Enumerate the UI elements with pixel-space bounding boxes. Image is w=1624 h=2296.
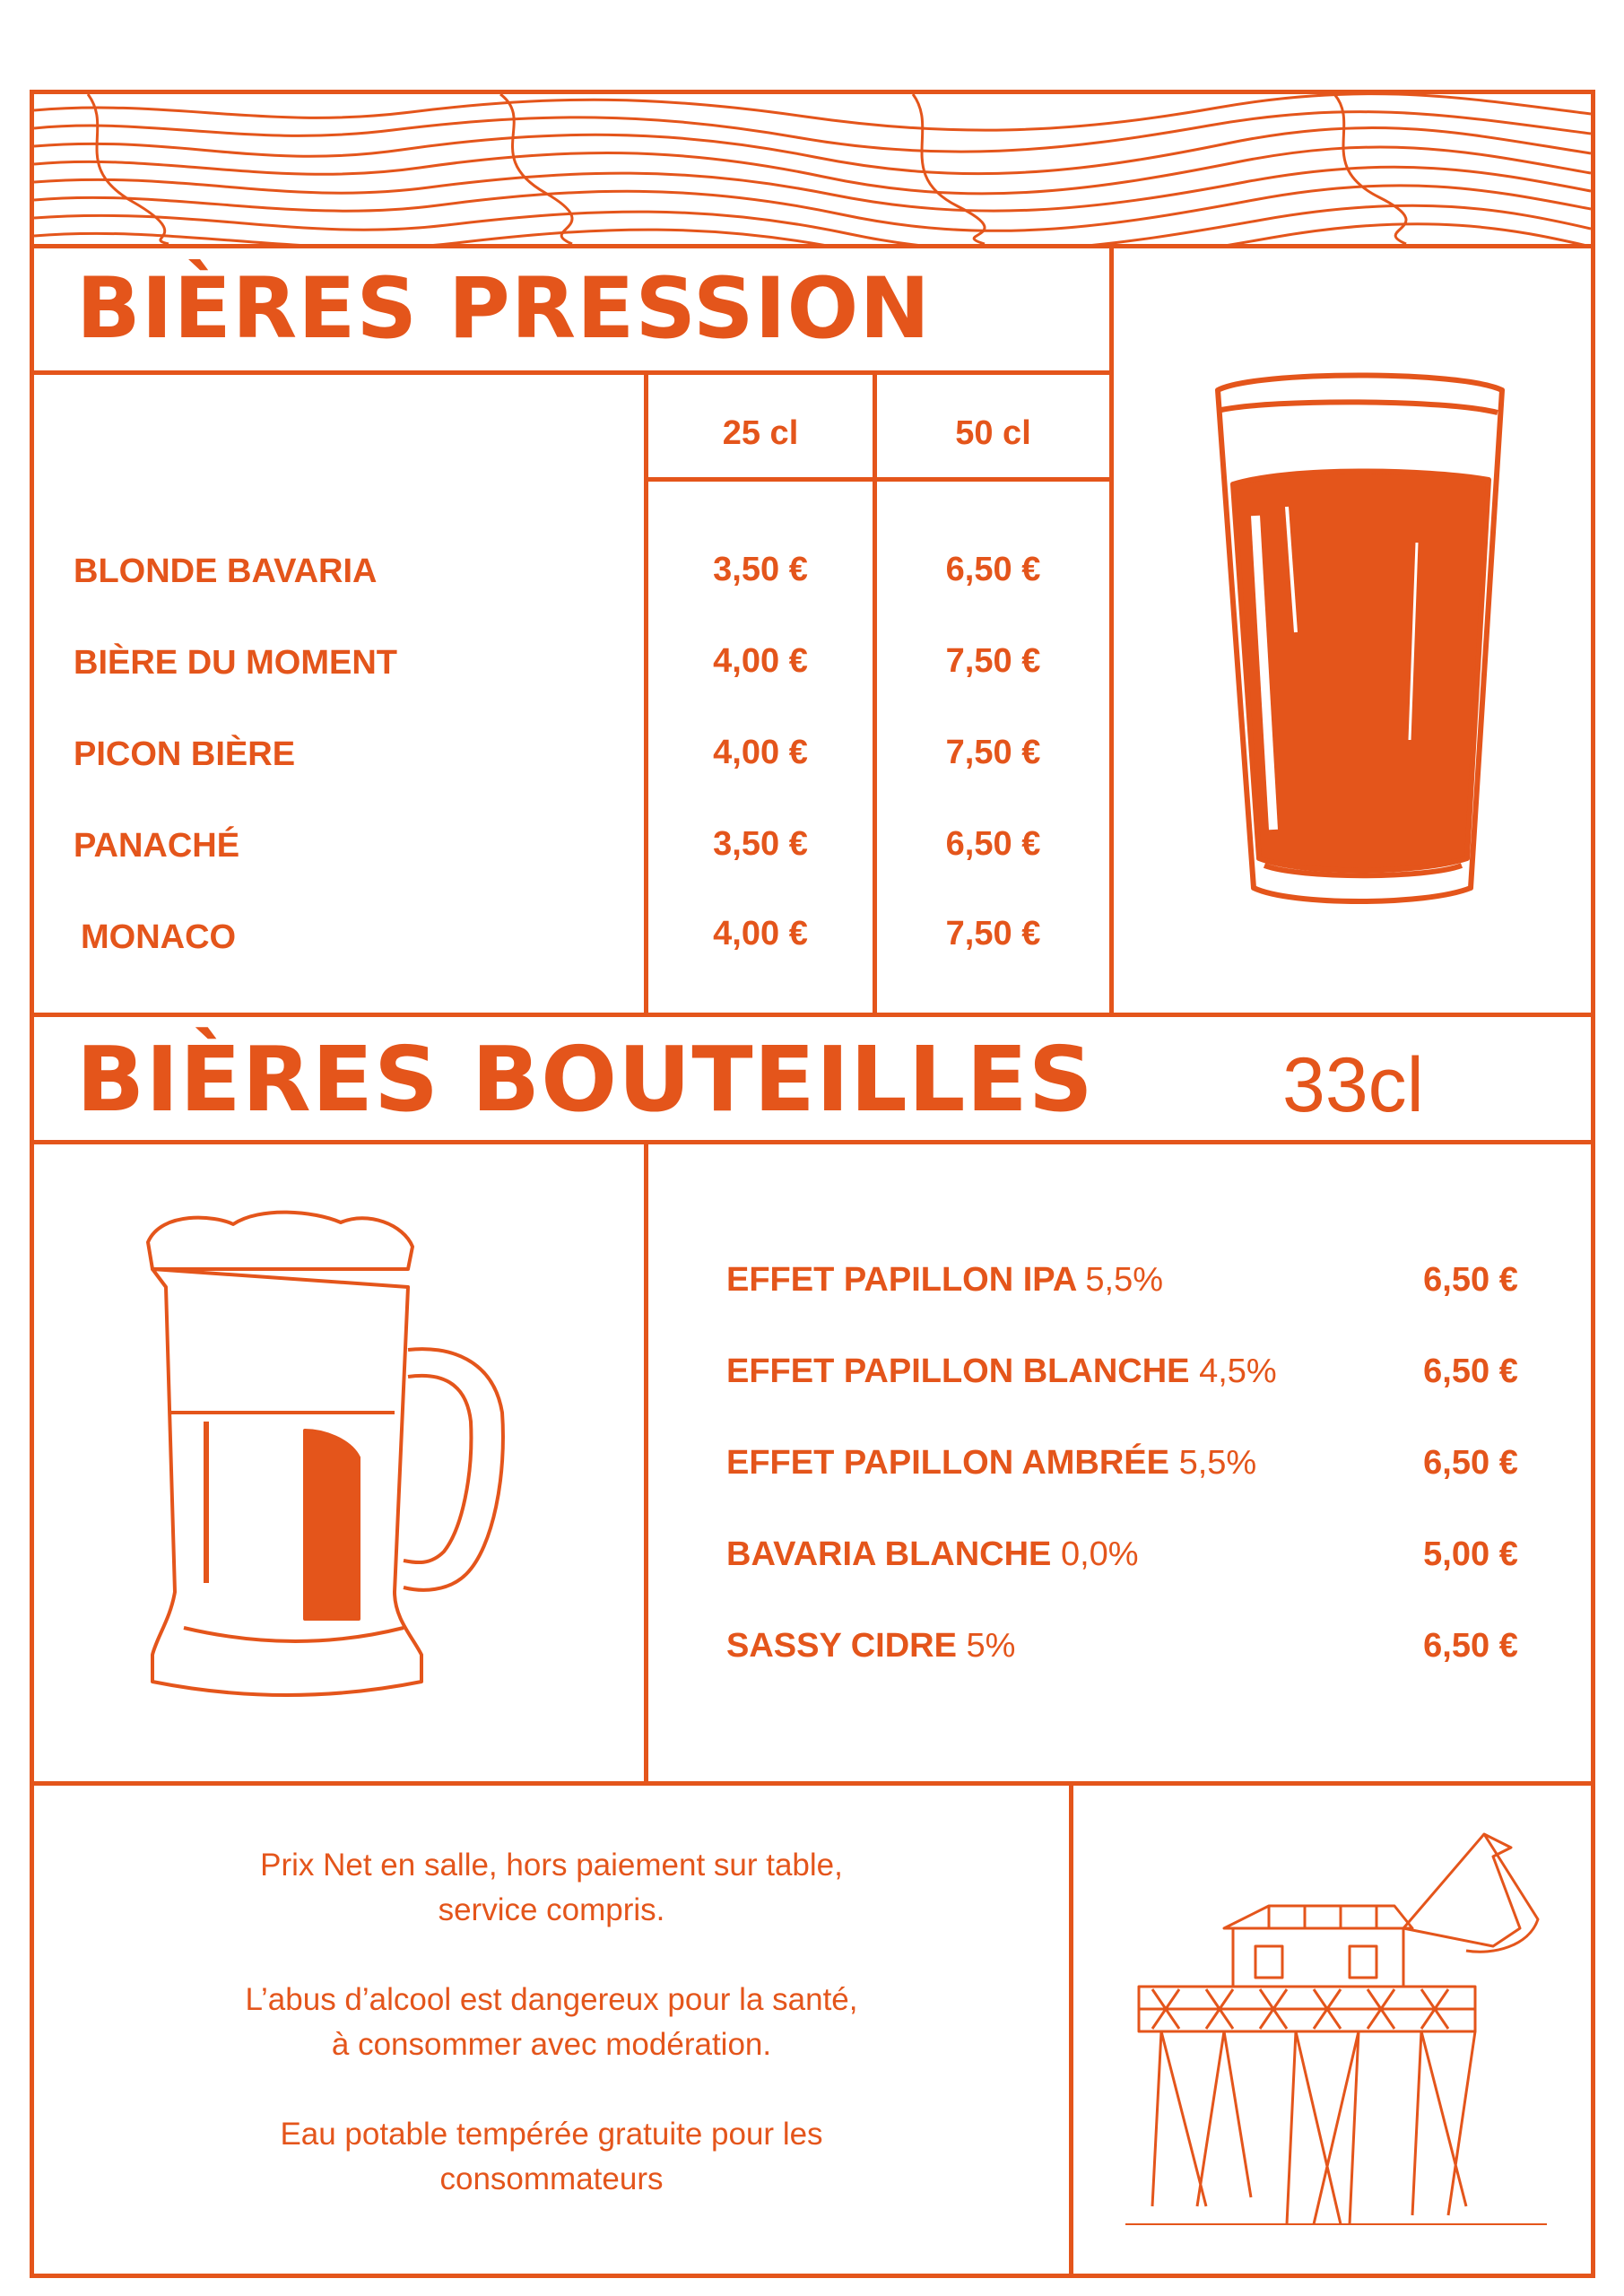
bouteilles-title: BIÈRES BOUTEILLES (76, 1027, 1094, 1132)
list-item-name: BIÈRE DU MOMENT (74, 644, 397, 682)
list-item-price-25: 4,00 € (713, 734, 808, 771)
list-item-abv: 4,5% (1199, 1352, 1277, 1390)
list-item-price-25: 4,00 € (713, 642, 808, 680)
list-item-price-25: 4,00 € (713, 915, 808, 952)
list-item-abv: 0,0% (1060, 1535, 1139, 1573)
list-item-price: 6,50 € (1423, 1444, 1518, 1482)
divider-hut-column (1069, 1781, 1073, 2278)
divider-header (30, 244, 1595, 248)
list-item-price-50: 7,50 € (945, 915, 1041, 952)
list-item (726, 1261, 1163, 1300)
footer-notes (34, 1843, 1069, 2202)
list-item (726, 1535, 1139, 1574)
list-item-price: 5,00 € (1423, 1535, 1518, 1573)
list-item-name: EFFET PAPILLON BLANCHE (726, 1352, 1190, 1390)
note-price: Prix Net en salle, hors paiement sur table, (260, 1848, 843, 1883)
divider-pression-bottom (30, 1013, 1595, 1017)
list-item-price: 6,50 € (1423, 1627, 1518, 1665)
size-header-50cl: 50 cl (955, 414, 1031, 452)
list-item-price-50: 6,50 € (945, 551, 1041, 588)
note-alcohol-cont: à consommer avec modération. (331, 2027, 772, 2062)
pint-glass-icon (1202, 363, 1515, 910)
list-item (726, 1352, 1277, 1391)
list-item-price-25: 3,50 € (713, 551, 808, 588)
list-item-name: MONACO (81, 918, 237, 956)
list-item-name: PANACHÉ (74, 827, 240, 865)
list-item-name: PICON BIÈRE (74, 735, 296, 773)
pression-title: BIÈRES PRESSION (76, 260, 932, 358)
list-item-abv: 5,5% (1085, 1261, 1164, 1299)
fishing-hut-icon (1125, 1830, 1547, 2242)
list-item-abv: 5% (966, 1627, 1016, 1665)
note-water: Eau potable tempérée gratuite pour les (280, 2117, 823, 2152)
beer-mug-icon (135, 1206, 538, 1700)
bouteilles-volume: 33cl (1282, 1042, 1424, 1128)
divider-footer (30, 1781, 1595, 1786)
list-item-name: EFFET PAPILLON IPA (726, 1261, 1076, 1299)
list-item-price-50: 6,50 € (945, 825, 1041, 863)
note-alcohol: L’abus d’alcool est dangereux pour la santé, (245, 1982, 858, 2017)
size-header-25cl: 25 cl (722, 414, 799, 452)
note-price-cont: service compris. (438, 1892, 665, 1927)
divider-size-header (644, 477, 1114, 482)
list-item-price-50: 7,50 € (945, 734, 1041, 771)
list-item-price: 6,50 € (1423, 1352, 1518, 1390)
list-item-price-25: 3,50 € (713, 825, 808, 863)
list-item-price-50: 7,50 € (945, 642, 1041, 680)
list-item-name: BAVARIA BLANCHE (726, 1535, 1052, 1573)
list-item-price: 6,50 € (1423, 1261, 1518, 1299)
divider-pression-title (30, 370, 1114, 375)
list-item (726, 1444, 1256, 1483)
divider-glass-column (1109, 244, 1114, 1017)
list-item (726, 1627, 1015, 1665)
wood-grain-pattern (34, 94, 1591, 244)
divider-mug-column (644, 1140, 648, 1786)
divider-bouteilles-title (30, 1140, 1595, 1144)
list-item-name: BLONDE BAVARIA (74, 552, 378, 590)
list-item-abv: 5,5% (1178, 1444, 1257, 1482)
list-item-name: SASSY CIDRE (726, 1627, 957, 1665)
note-water-cont: consommateurs (439, 2161, 664, 2196)
list-item-name: EFFET PAPILLON AMBRÉE (726, 1444, 1169, 1482)
